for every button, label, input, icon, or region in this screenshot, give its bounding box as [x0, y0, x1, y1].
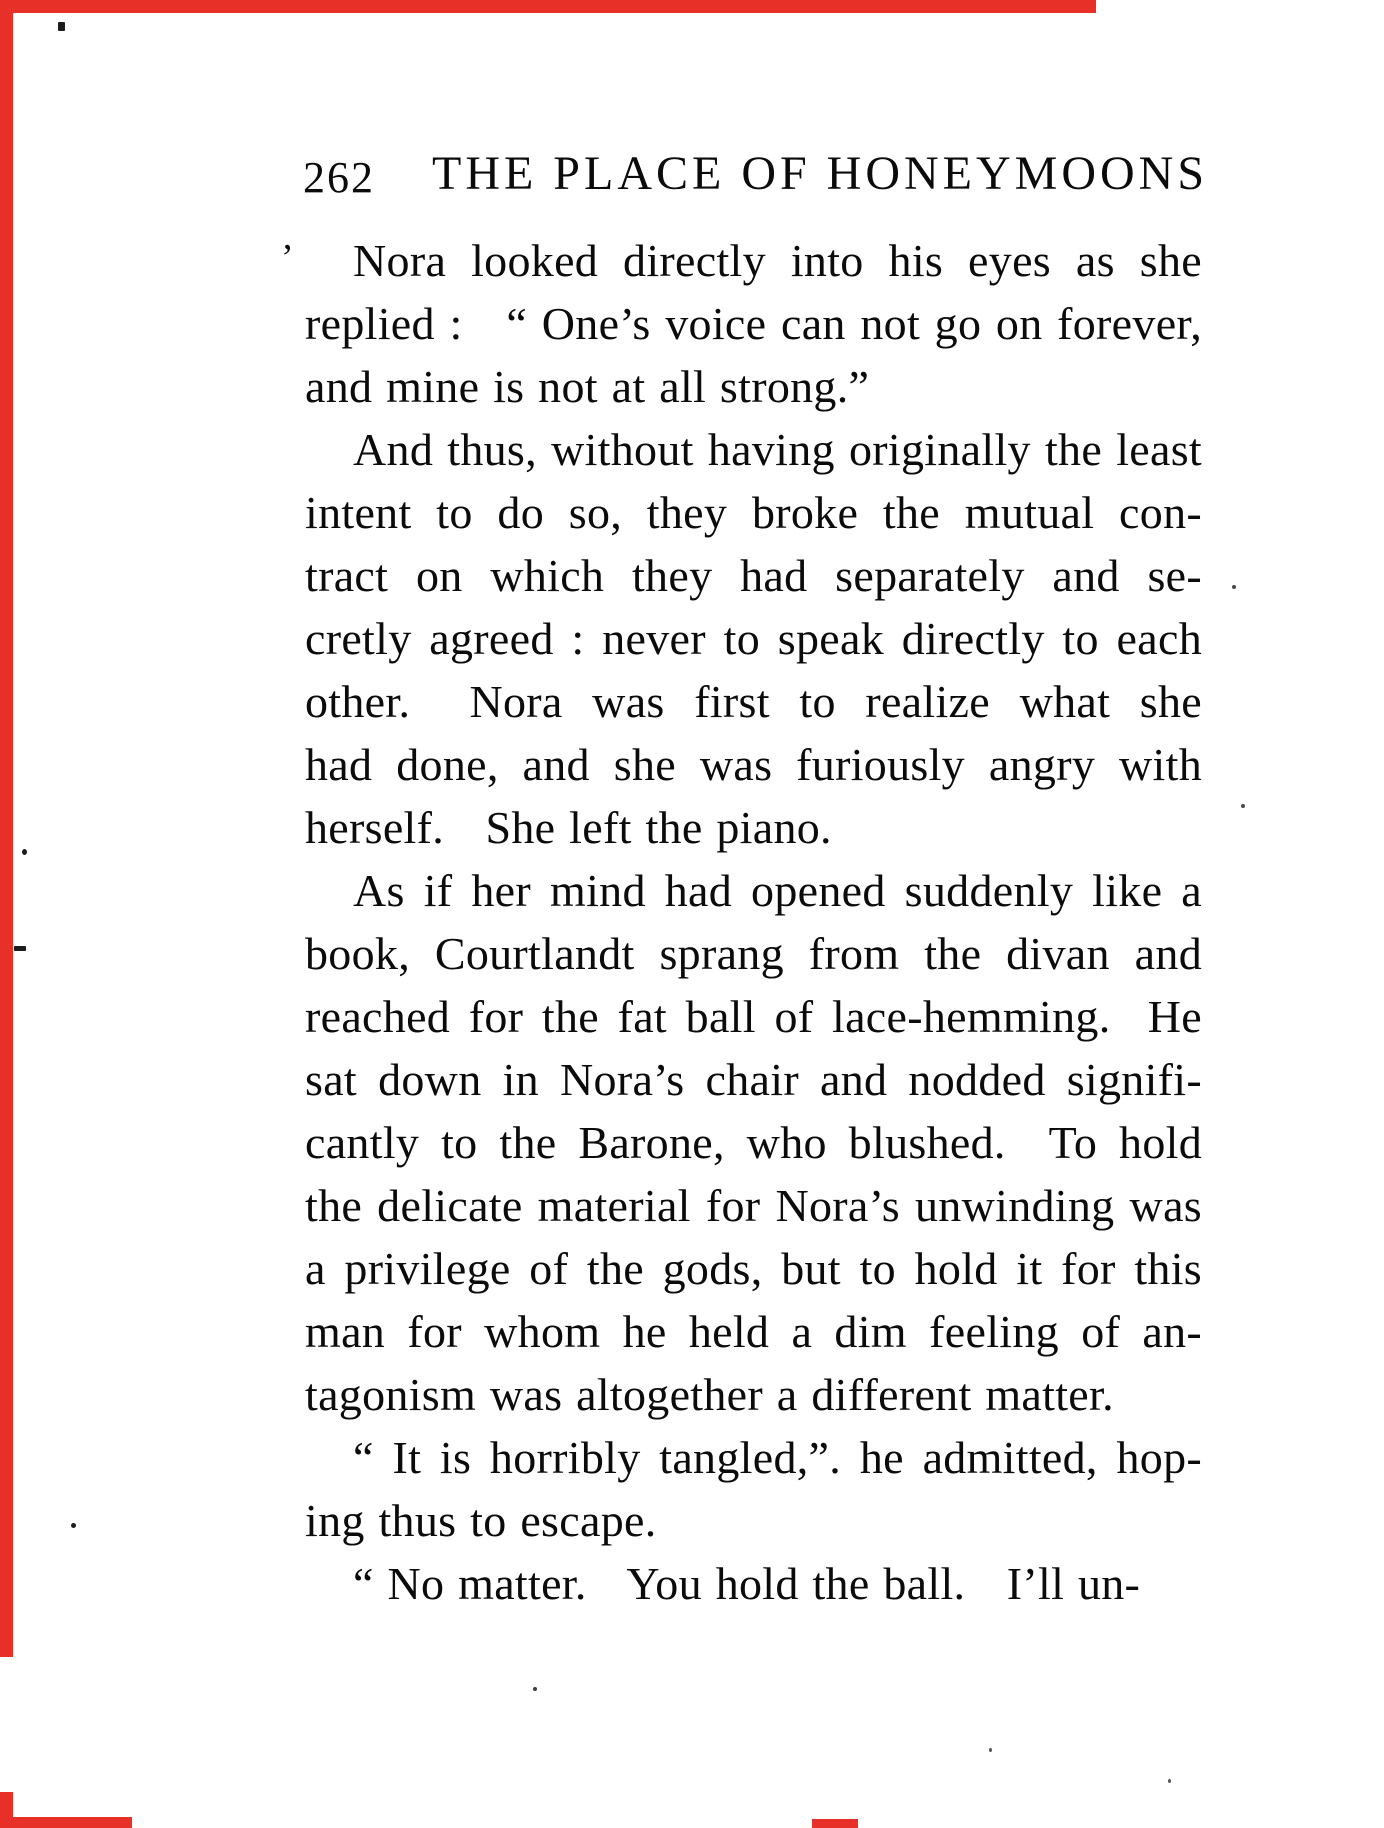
- body-text: [305, 229, 1202, 1615]
- text-line: book, Courtlandt sprang from the divan and: [305, 928, 1202, 979]
- ink-speck: [58, 22, 65, 31]
- text-line: cretly agreed : never to speak directly to each: [305, 613, 1202, 664]
- text-line: replied : “ One’s voice can not go on forever,: [305, 298, 1202, 349]
- scanner-edge-mark-left: [0, 0, 13, 1657]
- text-line: ing thus to escape.: [305, 1495, 657, 1546]
- scanner-edge-mark-bottom-dash: [812, 1819, 858, 1828]
- text-line: had done, and she was furiously angry with: [305, 739, 1202, 790]
- text-line: the delicate material for Nora’s unwinding was: [305, 1180, 1202, 1231]
- text-line: Nora looked directly into his eyes as she: [353, 235, 1202, 286]
- text-line: “ No matter. You hold the ball. I’ll un-: [353, 1558, 1141, 1609]
- text-line: tagonism was altogether a different matter.: [305, 1369, 1114, 1420]
- ink-speck: [533, 1687, 537, 1691]
- ink-speck: [989, 1748, 992, 1752]
- text-line: As if her mind had opened suddenly like a: [353, 865, 1202, 916]
- ink-speck: [1168, 1779, 1171, 1783]
- ink-speck: [71, 1523, 76, 1528]
- text-line: tract on which they had separately and se-: [305, 550, 1202, 601]
- text-line: intent to do so, they broke the mutual con-: [305, 487, 1202, 538]
- scanner-edge-mark-bottom-strip: [0, 1817, 132, 1828]
- ink-speck: [14, 946, 26, 951]
- scanner-edge-mark-top: [0, 0, 1096, 13]
- ink-speck: [1232, 585, 1236, 589]
- ink-speck: ’: [281, 237, 294, 279]
- text-line: And thus, without having originally the least: [353, 424, 1202, 475]
- text-line: herself. She left the piano.: [305, 802, 832, 853]
- running-header-title: THE PLACE OF HONEYMOONS: [432, 147, 1209, 200]
- text-line: man for whom he held a dim feeling of an-: [305, 1306, 1202, 1357]
- text-line: cantly to the Barone, who blushed. To hold: [305, 1117, 1202, 1168]
- ink-speck: [22, 849, 27, 855]
- text-line: other. Nora was first to realize what she: [305, 676, 1202, 727]
- text-line: “ It is horribly tangled,”. he admitted, hop-: [353, 1432, 1202, 1483]
- ink-speck: [1241, 804, 1245, 808]
- text-line: sat down in Nora’s chair and nodded signifi-: [305, 1054, 1202, 1105]
- text-line: a privilege of the gods, but to hold it for this: [305, 1243, 1202, 1294]
- text-line: and mine is not at all strong.”: [305, 361, 870, 412]
- page-number: 262: [303, 153, 375, 202]
- text-line: reached for the fat ball of lace-hemming. He: [305, 991, 1202, 1042]
